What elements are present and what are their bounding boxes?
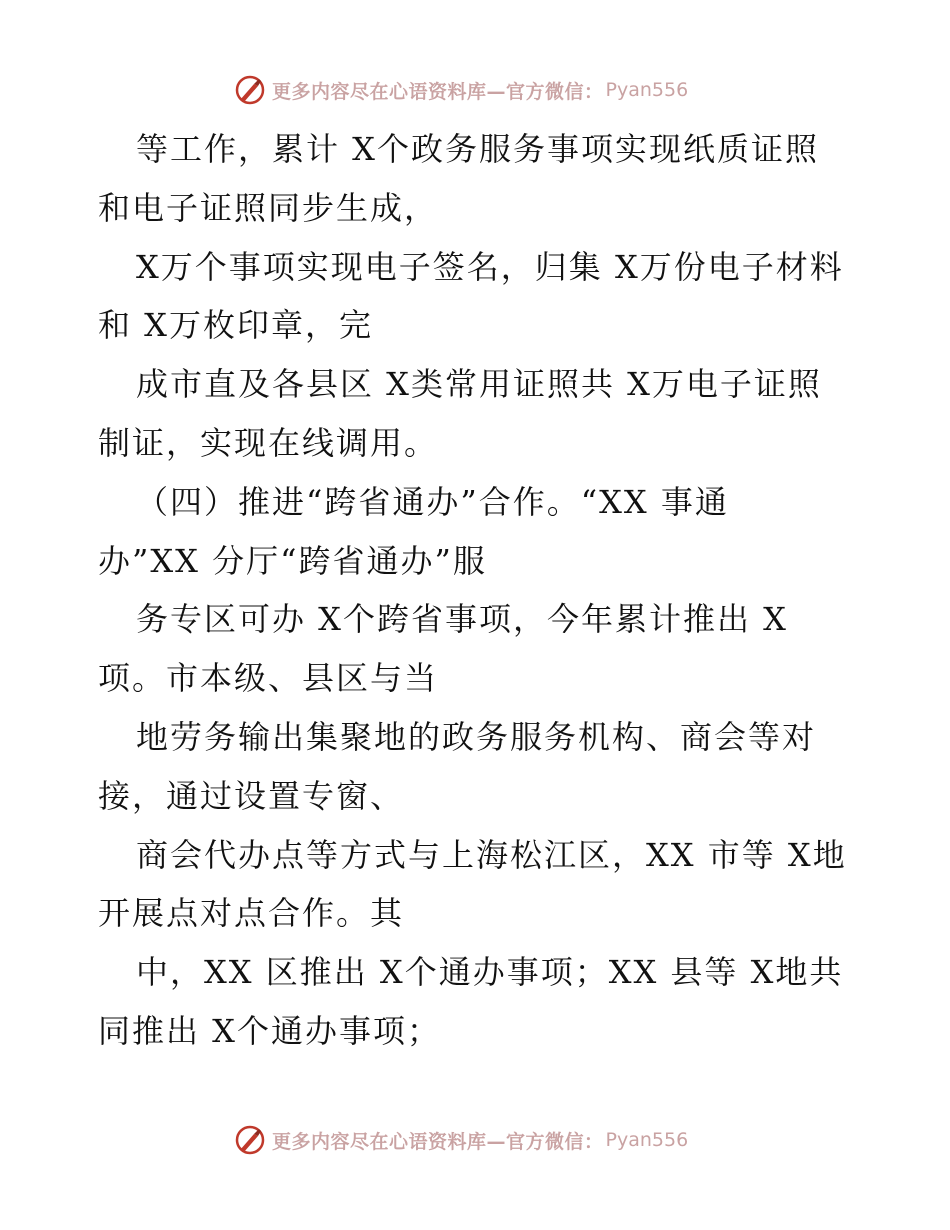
pen-circle-logo-icon (234, 74, 266, 106)
watermark-site-text: 更多内容尽在心语资料库—官方微信： (272, 80, 604, 103)
watermark-site-text: 更多内容尽在心语资料库—官方微信： (272, 1130, 604, 1153)
footer-watermark (234, 1123, 688, 1157)
watermark-wechat-id: Pyan556 (605, 1129, 689, 1151)
body-line: 项。市本级、县区与当 (98, 659, 439, 698)
body-line: 开展点对点合作。其 (98, 894, 405, 933)
body-line: 商会代办点等方式与上海松江区，XX 市等 X地 (136, 835, 847, 874)
body-line: 制证，实现在线调用。 (98, 423, 439, 462)
body-line: 办”XX 分厅“跨省通办”服 (98, 541, 487, 580)
body-line: 成市直及各县区 X类常用证照共 X万电子证照 (136, 365, 822, 404)
body-line: 同推出 X个通办事项； (98, 1011, 441, 1050)
pen-circle-logo-icon (234, 1124, 266, 1156)
document-body (98, 120, 858, 1061)
body-line: 和 X万枚印章，完 (98, 306, 373, 345)
body-line: 和电子证照同步生成， (98, 188, 439, 227)
watermark-wechat-id: Pyan556 (605, 79, 689, 101)
body-line: 等工作，累计 X个政务服务事项实现纸质证照 (136, 130, 819, 168)
body-line: X万个事项实现电子签名，归集 X万份电子材料 (136, 247, 844, 286)
body-line: 务专区可办 X个跨省事项，今年累计推出 X (136, 600, 788, 639)
body-line: 地劳务输出集聚地的政务服务机构、商会等对 (136, 717, 817, 756)
body-line: 接，通过设置专窗、 (98, 776, 405, 815)
section-heading-line: （四）推进“跨省通办”合作。“XX 事通 (136, 482, 729, 521)
body-line: 中，XX 区推出 X个通办事项；XX 县等 X地共 (136, 953, 844, 992)
header-watermark (234, 73, 688, 107)
